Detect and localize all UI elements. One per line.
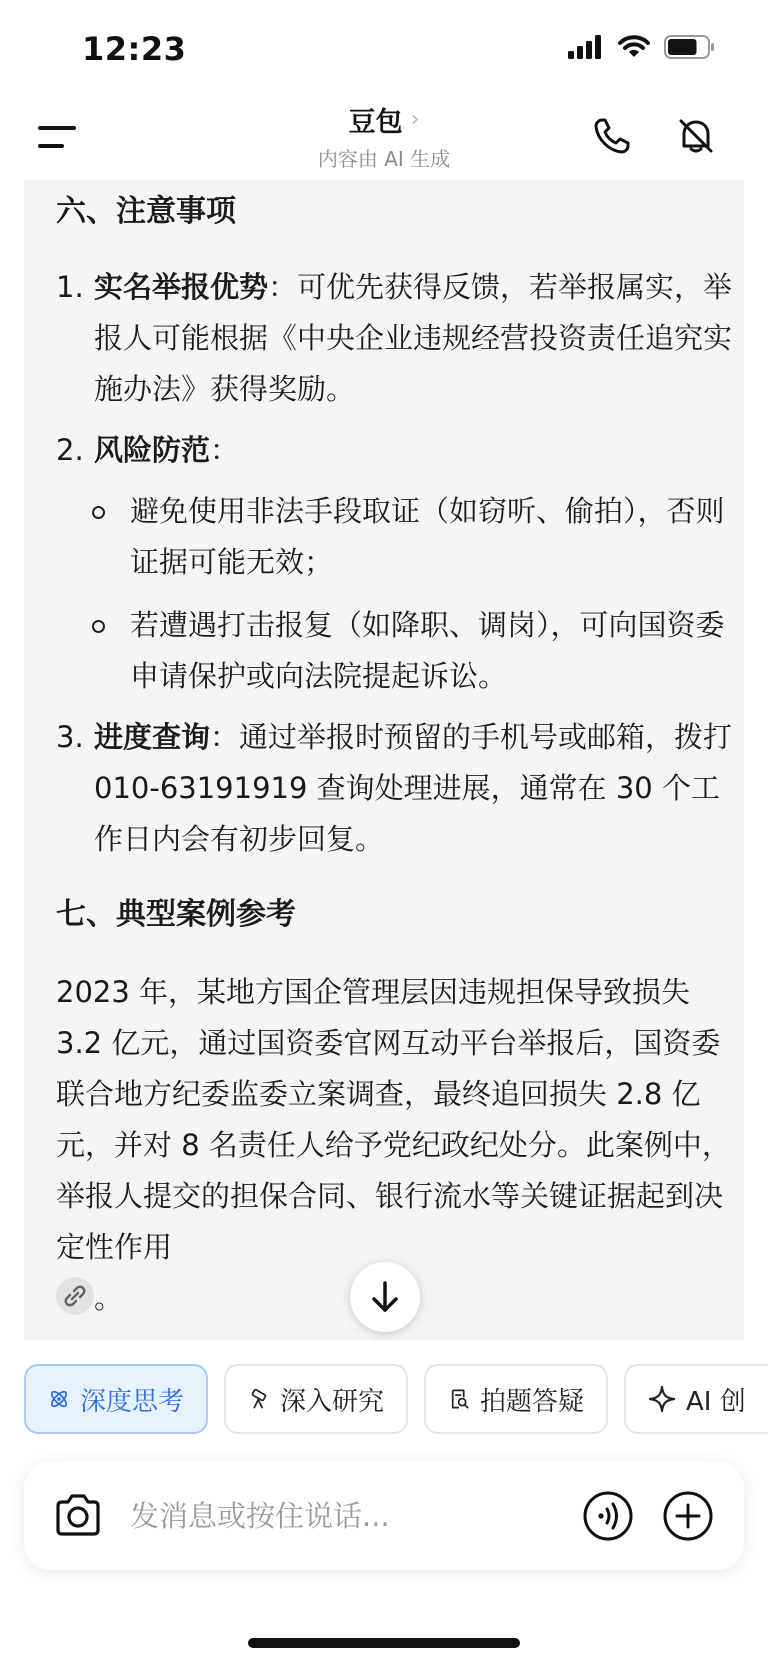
status-icons <box>568 34 716 60</box>
item-bold-label: 实名举报优势 <box>94 270 269 304</box>
chat-title[interactable]: 豆包 <box>348 107 403 138</box>
item-bold-label: 进度查询 <box>94 720 211 754</box>
case-trailing-punct: 。 <box>94 1281 124 1315</box>
ai-create-chip[interactable] <box>624 1364 768 1434</box>
search-doc-icon <box>448 1385 470 1413</box>
list-number: 2. <box>56 433 84 467</box>
chip-label: AI 创 <box>686 1386 746 1417</box>
ai-message <box>56 180 736 1324</box>
atom-icon <box>48 1385 70 1413</box>
deep-think-chip[interactable] <box>24 1364 208 1434</box>
status-bar <box>0 0 768 100</box>
chip-label: 拍题答疑 <box>479 1386 584 1417</box>
item-text: ： <box>210 433 240 467</box>
notes-list-cont <box>56 712 736 865</box>
home-indicator[interactable] <box>248 1638 520 1648</box>
chevron-right-icon: › <box>410 107 420 132</box>
arrow-down-icon <box>370 1280 400 1314</box>
bullet-marker <box>92 620 105 633</box>
chat-subtitle: 内容由 AI 生成 <box>317 147 451 171</box>
section-heading: 六、注意事项 <box>56 194 236 229</box>
speaker-muted-icon[interactable] <box>676 116 716 156</box>
sparkle-icon <box>648 1385 676 1413</box>
battery-icon <box>664 34 716 60</box>
bullet-item <box>56 486 736 588</box>
deep-research-chip[interactable] <box>224 1364 408 1434</box>
item-bold-label: 风险防范 <box>94 433 211 467</box>
chip-label: 深度思考 <box>79 1386 184 1417</box>
bullet-marker <box>92 506 105 519</box>
chat-title-area[interactable] <box>0 100 768 172</box>
notes-list <box>56 262 736 476</box>
list-number: 3. <box>56 720 84 754</box>
bullet-list <box>56 486 736 702</box>
list-item <box>56 425 736 476</box>
item-text: ：通过举报时预留的手机号或邮箱，拨打 010-63191919 查询处理进展，通常在 30 个工作日内会有初步回复。 <box>94 720 733 856</box>
voice-call-icon[interactable] <box>582 1490 634 1542</box>
item-text: ：可优先获得反馈，若举报属实，举报人可能根据《中央企业违规经营投资责任追究实施办法》获得奖励。 <box>94 270 733 406</box>
chat-header <box>0 96 768 178</box>
cellular-signal-icon <box>568 35 604 59</box>
list-item <box>56 712 736 865</box>
section-heading: 七、典型案例参考 <box>56 897 296 932</box>
wifi-icon <box>618 35 650 59</box>
list-number: 1. <box>56 270 84 304</box>
list-item <box>56 262 736 415</box>
scroll-to-bottom-button[interactable] <box>350 1262 420 1332</box>
message-composer <box>24 1462 744 1570</box>
phone-icon[interactable] <box>592 116 632 156</box>
camera-icon[interactable] <box>54 1492 102 1538</box>
status-time: 12:23 <box>82 30 187 68</box>
link-icon[interactable] <box>56 1277 94 1315</box>
telescope-icon <box>248 1385 270 1413</box>
plus-icon[interactable] <box>662 1490 714 1542</box>
bullet-text: 避免使用非法手段取证（如窃听、偷拍），否则证据可能无效； <box>130 494 725 579</box>
case-text: 2023 年，某地方国企管理层因违规担保导致损失 3.2 亿元，通过国资委官网互动平台举报后，国资委联合地方纪委监委立案调查，最终追回损失 2.8 亿元，并对 8 名责任人给予党纪政纪处分。此案例中，举报人提交的担保合同、银行流水等关键证据起到决定性作用 <box>56 975 731 1264</box>
bullet-text: 若遭遇打击报复（如降职、调岗），可向国资委申请保护或向法院提起诉讼。 <box>130 608 725 693</box>
bullet-item <box>56 600 736 702</box>
chip-label: 深入研究 <box>279 1386 384 1417</box>
message-input[interactable]: 发消息或按住说话... <box>130 1499 390 1533</box>
chat-message-area[interactable] <box>24 180 744 1340</box>
photo-question-chip[interactable] <box>424 1364 608 1434</box>
